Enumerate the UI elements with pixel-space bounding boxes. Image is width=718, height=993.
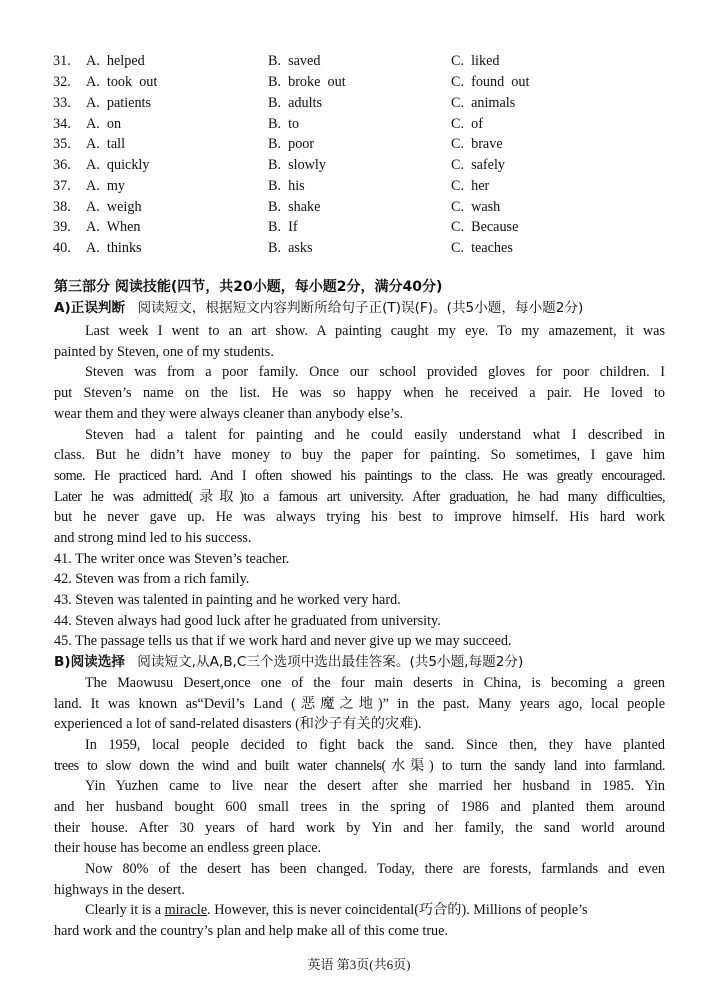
option-row-37	[0, 176, 718, 196]
question-42: 42. Steven was from a rich family.	[54, 571, 250, 587]
option-a: A. thinks	[86, 240, 142, 256]
question-number: 34.	[53, 116, 71, 132]
option-c: C. teaches	[451, 240, 513, 256]
option-b: B. asks	[268, 240, 313, 256]
question-number: 36.	[53, 157, 71, 173]
question-number: 40.	[53, 240, 71, 256]
option-row-34	[0, 114, 718, 134]
option-c: C. liked	[451, 53, 500, 69]
option-b: B. saved	[268, 53, 321, 69]
passage-line: The Maowusu Desert,once one of the four main deserts in China, is becoming a green	[85, 675, 665, 691]
option-c: C. her	[451, 178, 490, 194]
option-b: B. poor	[268, 136, 315, 152]
passage-line: Yin Yuzhen came to live near the desert after she married her husband in 1985. Yin	[85, 778, 665, 794]
passage-line: Last week I went to an art show. A painting caught my eye. To my amazement, it was	[85, 323, 665, 339]
passage-line: put Steven’s name on the list. He was so happy when he received a pair. He loved to	[54, 385, 665, 401]
section-b-instruction: 阅读短文,从A,B,C三个选项中选出最佳答案。(共5小题,每题2分)	[137, 654, 524, 670]
section-a-instruction: 阅读短文，根据短文内容判断所给句子正(T)误(F)。(共5小题，每小题2分)	[137, 300, 584, 316]
passage-line: Now 80% of the desert has been changed. Today, there are forests, farmlands and even	[85, 861, 665, 877]
passage-line: Steven was from a poor family. Once our school provided gloves for poor children. I	[85, 364, 665, 380]
option-b: B. slowly	[268, 157, 326, 173]
passage-line: hard work and the country’s plan and help make all of this come true.	[54, 923, 448, 939]
option-b: B. to	[268, 116, 300, 132]
option-a: A. quickly	[86, 157, 150, 173]
passage-line: trees to slow down the wind and built water channels(水渠) to turn the sandy land into farmland.	[54, 758, 665, 774]
option-a: A. took out	[86, 74, 158, 90]
option-row-36	[0, 155, 718, 175]
question-number: 31.	[53, 53, 71, 69]
passage-line: wear them and they were always cleaner than anybody else’s.	[54, 406, 404, 422]
miracle-word: miracle	[164, 902, 208, 918]
option-b: B. If	[268, 219, 298, 235]
page-footer: 英语 第3页(共6页)	[307, 957, 411, 972]
passage-line: their house. After 30 years of hard work by Yin and her family, the sand world around	[54, 820, 665, 836]
passage-line: and her husband bought 600 small trees in the spring of 1986 and planted them around	[54, 799, 665, 815]
question-number: 32.	[53, 74, 71, 90]
option-a: A. my	[86, 178, 126, 194]
option-c: C. brave	[451, 136, 503, 152]
question-44: 44. Steven always had good luck after he graduated from university.	[54, 613, 441, 629]
option-c: C. wash	[451, 199, 501, 215]
option-a: A. weigh	[86, 199, 142, 215]
option-a: A. tall	[86, 136, 126, 152]
option-a: A. patients	[86, 95, 152, 111]
question-number: 35.	[53, 136, 71, 152]
passage-line-miracle	[85, 900, 665, 920]
question-43: 43. Steven was talented in painting and he worked very hard.	[54, 592, 401, 608]
option-c: C. safely	[451, 157, 505, 173]
section-a-label: A)正误判断	[54, 300, 126, 316]
option-row-38	[0, 197, 718, 217]
question-number: 39.	[53, 219, 71, 235]
option-a: A. helped	[86, 53, 145, 69]
option-b: B. shake	[268, 199, 321, 215]
passage-line: Later he was admitted(录取)to a famous art university. After graduation, he had many difficulties,	[54, 489, 665, 505]
line-rest: . However, this is never coincidental(巧合的). Millions of people’s	[207, 902, 588, 918]
passage-line: Steven had a talent for painting and he could easily understand what I described in	[85, 427, 665, 443]
passage-line: class. But he didn’t have money to buy the paper for painting. So sometimes, I gave him	[54, 447, 665, 463]
section-b-label: B)阅读选择	[54, 654, 125, 670]
option-b: B. adults	[268, 95, 322, 111]
option-c: C. of	[451, 116, 483, 132]
passage-line: painted by Steven, one of my students.	[54, 344, 274, 360]
option-a: A. on	[86, 116, 122, 132]
option-row-35	[0, 134, 718, 154]
question-41: 41. The writer once was Steven’s teacher.	[54, 551, 290, 567]
option-row-39	[0, 217, 718, 237]
question-number: 37.	[53, 178, 71, 194]
passage-line: but he never gave up. He was always trying his best to improve himself. His hard work	[54, 509, 665, 525]
option-c: C. found out	[451, 74, 530, 90]
question-number: 33.	[53, 95, 71, 111]
question-45: 45. The passage tells us that if we work hard and never give up we may succeed.	[54, 633, 512, 649]
option-c: C. Because	[451, 219, 519, 235]
part3-heading: 第三部分 阅读技能(四节，共20小题，每小题2分，满分40分)	[54, 279, 443, 295]
section-a-header	[54, 298, 665, 318]
passage-line: land. It was known as“Devil’s Land (恶魔之地)” in the past. Many years ago, local people	[54, 696, 665, 712]
passage-line: their house has become an endless green place.	[54, 840, 322, 856]
passage-line: In 1959, local people decided to fight back the sand. Since then, they have planted	[85, 737, 665, 753]
line-start: Clearly it is a	[85, 902, 165, 918]
option-b: B. his	[268, 178, 305, 194]
option-b: B. broke out	[268, 74, 346, 90]
option-row-32	[0, 72, 718, 92]
option-row-40	[0, 238, 718, 258]
option-a: A. When	[86, 219, 141, 235]
section-b-header	[54, 652, 665, 672]
passage-line: experienced a lot of sand-related disasters (和沙子有关的灾难).	[54, 716, 422, 732]
option-c: C. animals	[451, 95, 516, 111]
passage-line: and strong mind led to his success.	[54, 530, 252, 546]
option-row-33	[0, 93, 718, 113]
passage-line: highways in the desert.	[54, 882, 185, 898]
option-row-31	[0, 51, 718, 71]
passage-line: some. He practiced hard. And I often showed his paintings to the class. He was greatly encouraged.	[54, 468, 665, 484]
question-number: 38.	[53, 199, 71, 215]
